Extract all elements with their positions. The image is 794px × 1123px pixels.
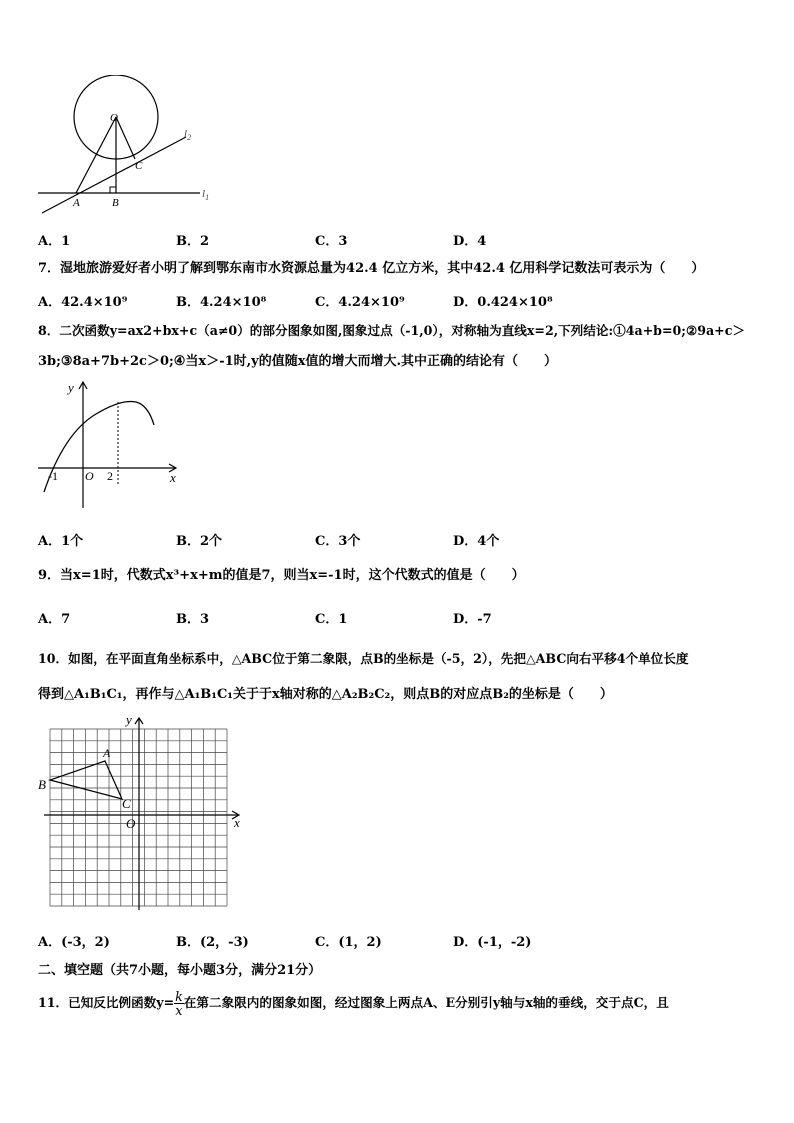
q9-stem: 9．当x=1时，代数式x³+x+m的值是7，则当x=-1时，这个代数式的值是（ ） [38,568,525,583]
q10-label-O: O [126,816,136,831]
q6-label-l1: $l_1$ [202,188,210,202]
q9-option-c[interactable]: C．1 [315,612,348,627]
q8-label-y: y [68,380,74,395]
q7-option-c[interactable]: C．4.24×10⁹ [315,295,405,310]
q10-triangle-ABC [50,761,122,799]
q6-label-A: A [73,197,80,209]
q9-option-b[interactable]: B．3 [176,612,210,627]
q6-right-angle-mark [110,187,116,193]
q6-label-O: O [110,112,118,124]
q10-label-C: C [122,796,131,811]
q7-option-b[interactable]: B．4.24×10⁸ [176,295,267,310]
q8-label-x: x [170,470,176,485]
q10-option-b[interactable]: B．(2，-3) [176,935,249,950]
q10-label-A: A [103,746,111,760]
q8-stem-line1: 8．二次函数y=ax2+bx+c（a≠0）的部分图象如图,图象过点（-1,0），对称轴为直线x=2,下列结论:①4a+b=0;②9a+c＞ [38,323,745,338]
q6-label-C: C [135,160,143,172]
q11-frac-numerator: k [175,989,183,1004]
q7-stem: 7．湿地旅游爱好者小明了解到鄂东南市水资源总量为42.4 亿立方米，其中42.4 亿用科学记数法可表示为（ ） [38,261,705,276]
q10-stem-line1: 10．如图，在平面直角坐标系中，△ABC位于第二象限，点B的坐标是（-5，2），先把△ABC向右平移4个单位长度 [38,651,689,666]
q11-stem-prefix: 11．已知反比例函数y= [38,995,175,1010]
q10-option-a[interactable]: A．(-3，2) [38,935,110,950]
q10-option-d[interactable]: D．(-1，-2) [453,935,532,950]
section2-title: 二、填空题（共7小题，每小题3分，满分21分） [38,963,322,978]
q8-stem-line2: 3b;③8a+7b+2c＞0;④当x＞-1时,y的值随x值的增大而增大.其中正确的结论有（ ） [38,354,557,369]
q6-option-a[interactable]: A．1 [38,234,71,249]
q9-option-a[interactable]: A．7 [38,612,71,627]
q10-label-y: y [126,712,132,727]
q7-option-d[interactable]: D．0.424×10⁸ [453,295,553,310]
q7-option-a[interactable]: A．42.4×10⁹ [38,295,128,310]
q8-option-c[interactable]: C．3个 [315,534,361,549]
q6-option-d[interactable]: D．4 [453,234,487,249]
q8-option-d[interactable]: D．4个 [453,534,500,549]
q8-label-O: O [85,469,94,483]
q6-option-b[interactable]: B．2 [176,234,210,249]
q6-label-B: B [112,197,119,209]
q8-label-2: 2 [107,469,113,483]
q10-option-c[interactable]: C．(1，2) [315,935,382,950]
q10-label-x: x [234,815,240,830]
q11-frac-denominator: x [175,1003,183,1018]
q10-grid-figure [34,712,249,912]
q11-stem [38,988,669,1018]
q10-label-B: B [38,777,46,792]
q6-option-c[interactable]: C．3 [315,234,348,249]
q6-segment-OC [116,117,135,159]
q11-fraction-k-over-x [174,990,184,1017]
q6-segment-OA [76,117,116,193]
q8-label-minus1: -1 [48,469,58,483]
q6-figure [30,75,230,220]
q6-label-l2: $l_2$ [184,128,192,142]
q9-option-d[interactable]: D．-7 [453,612,492,627]
q8-parabola-curve [44,402,154,493]
q10-stem-line2: 得到△A₁B₁C₁，再作与△A₁B₁C₁关于于x轴对称的△A₂B₂C₂，则点B的对应点B₂的坐标是（ ） [38,687,613,702]
q11-stem-suffix: 在第二象限内的图象如图，经过图象上两点A、E分别引y轴与x轴的垂线，交于点C，且 [183,995,669,1010]
q8-option-b[interactable]: B．2个 [176,534,223,549]
q8-parabola-figure [36,378,186,513]
q8-option-a[interactable]: A．1个 [38,534,84,549]
